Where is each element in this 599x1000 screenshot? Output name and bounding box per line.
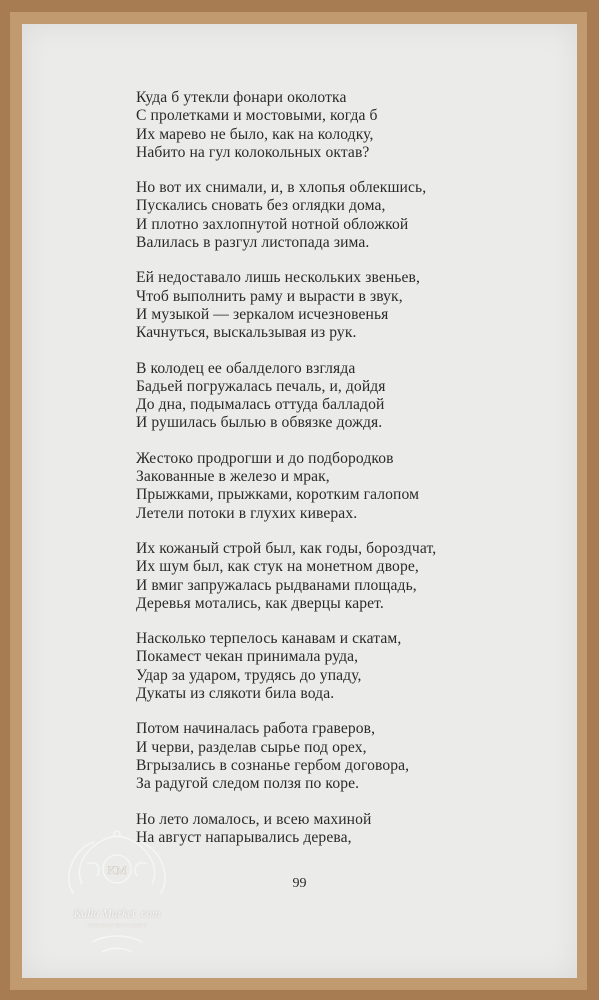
poem-line: Покамест чекан принимала руда, <box>136 648 359 666</box>
poem-line: Куда б утекли фонари околотка <box>136 89 347 106</box>
watermark-monogram: KM <box>107 863 127 877</box>
poem-line: Закованные в железо и мрак, <box>136 468 330 486</box>
stanza <box>136 720 556 793</box>
poem-line: Их шум был, как стук на монетном дворе, <box>136 558 419 576</box>
poem-line: Набито на гул колокольных октав? <box>136 143 370 161</box>
poem-line: И черви, разделав сырье под орех, <box>136 738 367 756</box>
watermark-emblem-icon <box>52 824 182 964</box>
watermark-tagline: ЖЕНСКИЙ ПОСТАВЩИК <box>87 924 147 929</box>
poem-line: Вгрызались в сознанье гербом договора, <box>136 756 410 774</box>
poem-line: Их кожаный строй был, как годы, бороздчат, <box>136 539 437 557</box>
poem-line: Их марево не было, как на колодку, <box>136 125 374 143</box>
poem-line: И музыкой — зеркалом исчезновенья <box>136 305 389 323</box>
poem-line: До дна, подымалась оттуда балладой <box>136 396 385 414</box>
stanza <box>136 630 556 703</box>
poem-line: Удар за ударом, трудясь до упаду, <box>136 666 362 684</box>
poem-line: Летели потоки в глухих киверах. <box>136 504 358 522</box>
watermark-logo <box>52 824 182 964</box>
poem-line: Бадьей погружалась печаль, и, дойдя <box>136 377 386 395</box>
poem-line: Деревья мотались, как дверцы карет. <box>136 594 384 612</box>
poem-line: С пролетками и мостовыми, когда б <box>136 107 378 125</box>
poem-line: Пускались сновать без оглядки дома, <box>136 197 386 215</box>
poem-line: Валилась в разгул листопада зима. <box>136 234 370 252</box>
poem-line: Чтоб выполнить раму и вырасти в звук, <box>136 287 403 305</box>
stanza <box>136 811 556 848</box>
stanza <box>136 540 556 613</box>
stanza <box>136 179 556 252</box>
poem-line: Качнуться, выскальзывая из рук. <box>136 324 357 342</box>
stanza <box>136 269 556 342</box>
poem-line: Но вот их снимали, и, в хлопья облекшись, <box>136 179 427 197</box>
watermark-brand: Kalia Market .com <box>73 908 161 920</box>
book-page <box>22 24 577 978</box>
stanza <box>136 360 556 433</box>
page-number: 99 <box>292 876 307 891</box>
poem-line: Потом начиналась работа граверов, <box>136 720 376 738</box>
poem-line: И плотно захлопнутой нотной обложкой <box>136 215 409 233</box>
poem-line: Но лето ломалось, и всею махиной <box>136 810 372 828</box>
poem-line: За радугой следом ползя по коре. <box>136 775 360 793</box>
poem-line: И вмиг запружалась рыдванами площадь, <box>136 576 417 594</box>
stanza <box>136 89 556 162</box>
poem-line: Дукаты из слякоти била вода. <box>136 685 335 703</box>
poem-line: И рушилась былью в обвязке дождя. <box>136 414 383 432</box>
poem-text <box>136 89 556 864</box>
poem-line: Ей недоставало лишь нескольких звеньев, <box>136 269 420 287</box>
poem-line: Прыжками, прыжками, коротким галопом <box>136 486 420 504</box>
poem-line: На август напарывались дерева, <box>136 828 352 846</box>
poem-line: Насколько терпелось канавам и скатам, <box>136 630 402 648</box>
poem-line: Жестоко продрогши и до подбородков <box>136 449 394 467</box>
poem-line: В колодец ее обалделого взгляда <box>136 359 356 377</box>
stanza <box>136 450 556 523</box>
